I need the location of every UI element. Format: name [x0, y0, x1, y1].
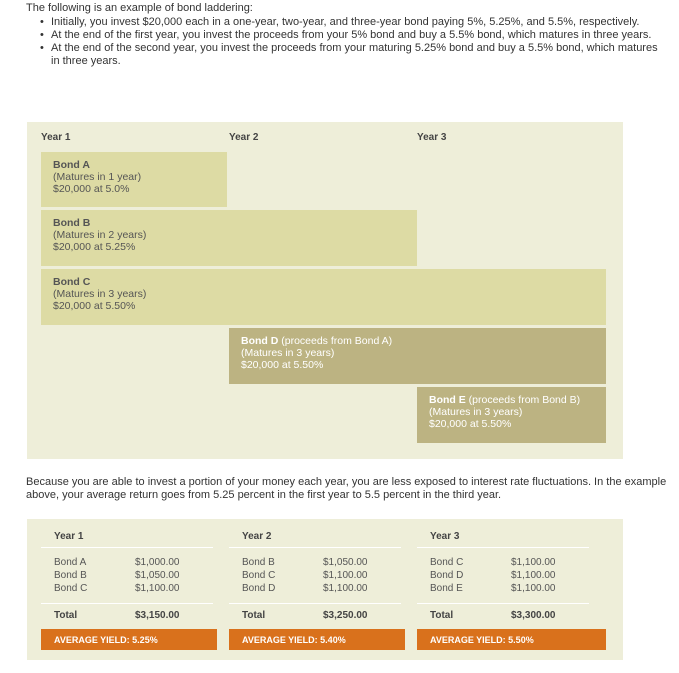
yield-year-label: Year 2 — [242, 531, 272, 542]
bond-e-bar — [417, 387, 606, 443]
table-row — [242, 583, 392, 596]
ladder-year-1-label: Year 1 — [41, 132, 71, 143]
bond-b-bar — [41, 210, 417, 266]
total-label: Total — [430, 610, 454, 621]
intro-bullet: • At the end of the first year, you invest the proceeds from your 5% bond and buy a 5.5% bond, which matures in three years. — [26, 29, 666, 42]
total-row — [430, 610, 580, 621]
bond-name: Bond A — [53, 159, 90, 171]
bond-d-bar — [229, 328, 606, 384]
divider — [229, 603, 401, 604]
bond-a-bar — [41, 152, 227, 207]
average-yield-banner: AVERAGE YIELD: 5.50% — [417, 629, 606, 650]
divider — [229, 547, 401, 548]
average-yield-banner: AVERAGE YIELD: 5.40% — [229, 629, 405, 650]
bond-name: Bond E — [429, 394, 466, 406]
bond-yield-amount: $1,100.00 — [135, 583, 180, 594]
bond-name: Bond C — [53, 276, 91, 288]
bond-label: Bond A — [54, 557, 87, 568]
bond-term: (Matures in 3 years) — [241, 347, 335, 359]
intro-heading: The following is an example of bond laddering: — [26, 2, 253, 14]
bond-note: (proceeds from Bond A) — [278, 335, 393, 347]
bond-yield-amount: $1,100.00 — [511, 557, 556, 568]
total-amount: $3,300.00 — [511, 610, 556, 621]
bond-label: Bond E — [430, 583, 463, 594]
bond-yield-amount: $1,100.00 — [323, 583, 368, 594]
yield-column-year-2 — [229, 519, 401, 660]
bond-name: Bond B — [53, 217, 91, 229]
bond-amount: $20,000 at 5.25% — [53, 241, 136, 253]
bond-yield-amount: $1,100.00 — [511, 570, 556, 581]
total-label: Total — [242, 610, 266, 621]
bond-term: (Matures in 3 years) — [429, 406, 523, 418]
yield-column-year-3 — [417, 519, 589, 660]
bond-c-bar — [41, 269, 606, 325]
bond-yield-amount: $1,100.00 — [323, 570, 368, 581]
yield-year-label: Year 1 — [54, 531, 84, 542]
total-amount: $3,250.00 — [323, 610, 368, 621]
yield-year-label: Year 3 — [430, 531, 460, 542]
table-row — [430, 557, 580, 570]
bond-amount: $20,000 at 5.50% — [429, 418, 512, 430]
table-row — [242, 557, 392, 570]
bond-term: (Matures in 3 years) — [53, 288, 147, 300]
explanation-text: Because you are able to invest a portion of your money each year, you are less exposed to interest rate fluctuations. In the example above, your average return goes from 5.25 percent in the first year to 5.5 percent in the third year. — [26, 476, 667, 501]
ladder-year-3-label: Year 3 — [417, 132, 447, 143]
table-row — [430, 583, 580, 596]
bond-term: (Matures in 2 years) — [53, 229, 147, 241]
table-row — [54, 557, 204, 570]
bond-label: Bond B — [242, 557, 275, 568]
yield-table — [27, 519, 623, 660]
ladder-year-2-label: Year 2 — [229, 132, 259, 143]
bond-yield-amount: $1,050.00 — [135, 570, 180, 581]
intro-bullet: • At the end of the second year, you invest the proceeds from your maturing 5.25% bond and buy a 5.5% bond, which matures in three years. — [26, 42, 666, 68]
bond-label: Bond C — [242, 570, 276, 581]
bond-ladder-diagram — [27, 122, 623, 459]
bond-amount: $20,000 at 5.50% — [241, 359, 324, 371]
divider — [417, 547, 589, 548]
total-amount: $3,150.00 — [135, 610, 180, 621]
total-row — [54, 610, 204, 621]
bond-yield-amount: $1,050.00 — [323, 557, 368, 568]
bond-amount: $20,000 at 5.0% — [53, 183, 130, 195]
bond-amount: $20,000 at 5.50% — [53, 300, 136, 312]
divider — [417, 603, 589, 604]
total-row — [242, 610, 392, 621]
bond-label: Bond B — [54, 570, 87, 581]
bond-note: (proceeds from Bond B) — [465, 394, 581, 406]
yield-rows — [54, 557, 204, 596]
bond-label: Bond C — [430, 557, 464, 568]
bond-term: (Matures in 1 year) — [53, 171, 142, 183]
yield-column-year-1 — [41, 519, 213, 660]
bond-yield-amount: $1,100.00 — [511, 583, 556, 594]
bond-yield-amount: $1,000.00 — [135, 557, 180, 568]
table-row — [54, 570, 204, 583]
average-yield-banner: AVERAGE YIELD: 5.25% — [41, 629, 217, 650]
intro-bullet: • Initially, you invest $20,000 each in a one-year, two-year, and three-year bond paying 5%, 5.25%, and 5.5%, respectively. — [26, 16, 666, 29]
total-label: Total — [54, 610, 78, 621]
yield-rows — [242, 557, 392, 596]
table-row — [242, 570, 392, 583]
yield-rows — [430, 557, 580, 596]
divider — [41, 603, 213, 604]
bond-name: Bond D — [241, 335, 279, 347]
bond-label: Bond D — [242, 583, 276, 594]
intro-bullet-list — [26, 16, 666, 68]
table-row — [54, 583, 204, 596]
intro-section — [26, 2, 666, 68]
table-row — [430, 570, 580, 583]
divider — [41, 547, 213, 548]
bond-label: Bond D — [430, 570, 464, 581]
bond-label: Bond C — [54, 583, 88, 594]
